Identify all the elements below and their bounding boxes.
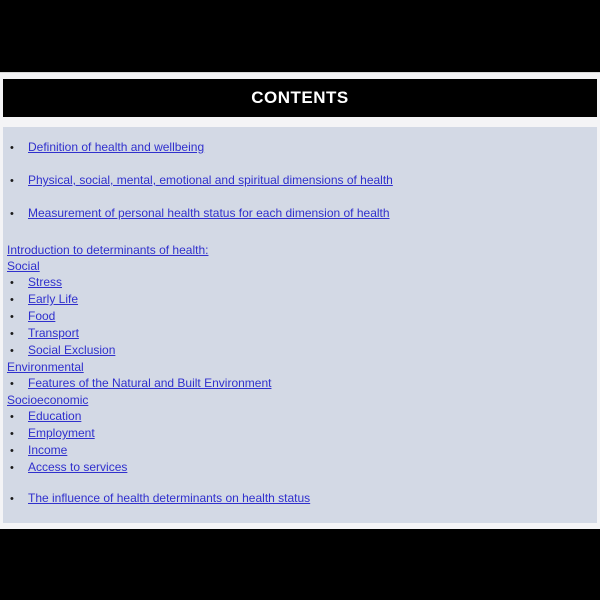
- bullet-marker: •: [10, 328, 14, 340]
- content-link[interactable]: Social: [7, 259, 40, 273]
- content-link[interactable]: Food: [28, 309, 56, 323]
- list-item: [7, 375, 591, 392]
- list-item: [7, 490, 591, 507]
- bullet-marker: •: [10, 345, 14, 357]
- slide: [0, 72, 600, 529]
- content-link[interactable]: Socioeconomic: [7, 393, 89, 407]
- bullet-marker: •: [10, 445, 14, 457]
- list-item: [7, 205, 591, 222]
- content-link[interactable]: Education: [28, 409, 82, 423]
- bullet-marker: •: [10, 294, 14, 306]
- content-link[interactable]: Transport: [28, 326, 79, 340]
- list-item: [7, 291, 591, 308]
- content-link[interactable]: Features of the Natural and Built Environment: [28, 376, 272, 390]
- content-link[interactable]: Definition of health and wellbeing: [28, 140, 205, 154]
- content-link[interactable]: Measurement of personal health status for each dimension of health: [28, 206, 390, 220]
- content-link[interactable]: Environmental: [7, 360, 84, 374]
- content-link[interactable]: The influence of health determinants on health status: [28, 491, 311, 505]
- section-heading: [7, 242, 591, 258]
- section-heading: [7, 359, 591, 375]
- bullet-marker: •: [10, 311, 14, 323]
- content-link[interactable]: Social Exclusion: [28, 343, 116, 357]
- content-link[interactable]: Stress: [28, 275, 63, 289]
- list-item: [7, 442, 591, 459]
- contents-panel: [3, 127, 597, 523]
- bullet-marker: •: [10, 277, 14, 289]
- contents-list: [7, 139, 591, 507]
- slide-title-bar: [3, 79, 597, 117]
- list-item: [7, 459, 591, 476]
- bullet-marker: •: [10, 428, 14, 440]
- list-item: [7, 408, 591, 425]
- list-item: [7, 325, 591, 342]
- section-heading: [7, 258, 591, 274]
- content-link[interactable]: Access to services: [28, 460, 128, 474]
- list-item: [7, 139, 591, 156]
- bullet-marker: •: [10, 142, 14, 154]
- bullet-marker: •: [10, 208, 14, 220]
- content-link[interactable]: Income: [28, 443, 68, 457]
- bullet-marker: •: [10, 462, 14, 474]
- bullet-marker: •: [10, 493, 14, 505]
- list-item: [7, 308, 591, 325]
- bullet-marker: •: [10, 175, 14, 187]
- page-title: CONTENTS: [251, 88, 349, 107]
- content-link[interactable]: Employment: [28, 426, 95, 440]
- bullet-marker: •: [10, 378, 14, 390]
- section-heading: [7, 392, 591, 408]
- bullet-marker: •: [10, 411, 14, 423]
- list-item: [7, 342, 591, 359]
- list-item: [7, 274, 591, 291]
- content-link[interactable]: Introduction to determinants of health:: [7, 243, 209, 257]
- list-item: [7, 172, 591, 189]
- content-link[interactable]: Early Life: [28, 292, 79, 306]
- content-link[interactable]: Physical, social, mental, emotional and spiritual dimensions of health: [28, 173, 393, 187]
- list-item: [7, 425, 591, 442]
